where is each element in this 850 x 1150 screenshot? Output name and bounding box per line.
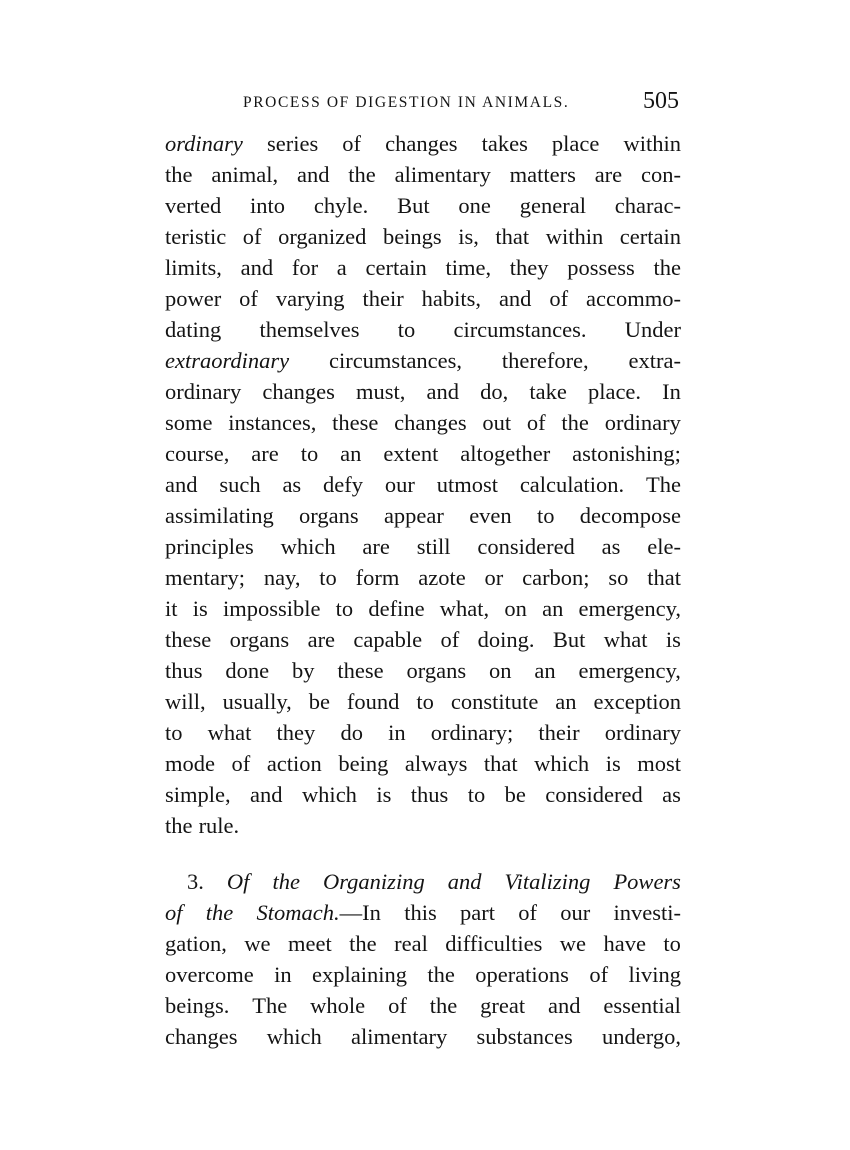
- word: habits,: [421, 286, 482, 311]
- word: is: [376, 782, 392, 807]
- word: 3.: [187, 869, 204, 894]
- word: overcome: [165, 962, 254, 987]
- word: form: [355, 565, 400, 590]
- word: and: [498, 286, 532, 311]
- word: the: [272, 869, 300, 894]
- word: the: [427, 962, 455, 987]
- word: even: [469, 503, 512, 528]
- word: such: [219, 472, 261, 497]
- word: the: [165, 162, 193, 187]
- word: what,: [439, 596, 490, 621]
- word: to: [397, 317, 416, 342]
- word: doing.: [477, 627, 535, 652]
- word: of: [239, 286, 258, 311]
- word: nay,: [263, 565, 301, 590]
- word: to: [416, 689, 434, 714]
- text-line: [165, 897, 681, 928]
- text-line: [165, 314, 681, 345]
- word: charac-: [614, 193, 681, 218]
- word: usually,: [222, 689, 292, 714]
- word: to: [663, 931, 681, 956]
- word: as: [601, 534, 621, 559]
- word: changes: [262, 379, 335, 404]
- word: utmost: [436, 472, 498, 497]
- word: must,: [355, 379, 406, 404]
- word: considered: [477, 534, 575, 559]
- word: great: [480, 993, 526, 1018]
- word: real: [394, 931, 428, 956]
- word: matters: [509, 162, 576, 187]
- word: these: [165, 627, 212, 652]
- word: certain: [365, 255, 427, 280]
- word: exception: [593, 689, 681, 714]
- word: are: [594, 162, 623, 187]
- word: carbon;: [522, 565, 590, 590]
- word: changes: [165, 1024, 238, 1049]
- word: considered: [545, 782, 643, 807]
- word: extent: [383, 441, 439, 466]
- word: what: [603, 627, 648, 652]
- word: the: [561, 410, 589, 435]
- word: on: [488, 658, 512, 683]
- word: most: [637, 751, 681, 776]
- word: the: [349, 931, 377, 956]
- word: gation,: [165, 931, 227, 956]
- word: is: [665, 627, 681, 652]
- word: whole: [310, 993, 366, 1018]
- word: into: [250, 193, 286, 218]
- text-line: [165, 500, 681, 531]
- word: place.: [587, 379, 642, 404]
- text-line: [165, 190, 681, 221]
- word: they: [276, 720, 316, 745]
- text-line: [165, 376, 681, 407]
- word: extra-: [628, 348, 681, 373]
- word: to: [300, 441, 319, 466]
- word: themselves: [259, 317, 360, 342]
- text-line: [165, 345, 681, 376]
- word: In: [662, 379, 681, 404]
- word: take: [529, 379, 567, 404]
- word: on: [504, 596, 527, 621]
- running-title: PROCESS OF DIGESTION IN ANIMALS.: [243, 94, 570, 111]
- text-line: [165, 159, 681, 190]
- word: which: [280, 534, 336, 559]
- word: astonishing;: [572, 441, 681, 466]
- word: assimilating: [165, 503, 274, 528]
- word: and: [296, 162, 330, 187]
- word: always: [404, 751, 468, 776]
- word: alimentary: [394, 162, 491, 187]
- word: changes: [385, 131, 458, 156]
- word: are: [362, 534, 390, 559]
- word: certain: [619, 224, 681, 249]
- text-line: [165, 866, 681, 897]
- word: azote: [418, 565, 466, 590]
- word: of: [342, 131, 362, 156]
- word: our: [384, 472, 415, 497]
- word: organized: [278, 224, 367, 249]
- word: an: [542, 596, 564, 621]
- word: and: [548, 993, 581, 1018]
- word: which: [301, 782, 357, 807]
- word: explaining: [311, 962, 407, 987]
- word: we: [559, 931, 587, 956]
- word: is: [605, 751, 621, 776]
- word: within: [545, 224, 604, 249]
- word: are: [307, 627, 336, 652]
- word: and: [250, 782, 283, 807]
- text-line: [165, 686, 681, 717]
- word: circumstances,: [328, 348, 463, 373]
- text-line: [165, 221, 681, 252]
- word: ordinary;: [430, 720, 514, 745]
- word: therefore,: [501, 348, 589, 373]
- word: investi-: [613, 900, 681, 925]
- text-line: [165, 1021, 681, 1052]
- word: con-: [640, 162, 681, 187]
- word: organs: [229, 627, 290, 652]
- word: ordinary: [165, 131, 243, 156]
- paragraph-1: [165, 128, 681, 841]
- word: by: [292, 658, 315, 683]
- text-line: [165, 655, 681, 686]
- text-line: [165, 990, 681, 1021]
- word: some: [165, 410, 213, 435]
- word: in: [388, 720, 406, 745]
- word: constitute: [450, 689, 539, 714]
- word: power: [165, 286, 222, 311]
- word: emergency,: [578, 658, 681, 683]
- word: that: [483, 751, 518, 776]
- paragraph-2: [165, 866, 681, 1052]
- word: in: [274, 962, 292, 987]
- word: to: [165, 720, 183, 745]
- word: have: [603, 931, 646, 956]
- word: takes: [481, 131, 528, 156]
- word: of: [388, 993, 407, 1018]
- text-line: [165, 928, 681, 959]
- word: one: [458, 193, 491, 218]
- word: defy: [323, 472, 364, 497]
- word: Organizing: [323, 869, 425, 894]
- word: their: [538, 720, 580, 745]
- word: the: [429, 993, 458, 1018]
- word: organs: [299, 503, 359, 528]
- word: operations: [475, 962, 569, 987]
- word: rule.: [198, 813, 240, 838]
- word: The: [645, 472, 681, 497]
- word: a: [336, 255, 347, 280]
- word: this: [404, 900, 437, 925]
- word: is,: [458, 224, 479, 249]
- word: Powers: [613, 869, 681, 894]
- text-line: [165, 779, 681, 810]
- word: varying: [275, 286, 345, 311]
- word: ordinary: [604, 720, 681, 745]
- word: and: [426, 379, 459, 404]
- word: an: [340, 441, 362, 466]
- text-line: [165, 469, 681, 500]
- word: altogether: [460, 441, 551, 466]
- word: are: [251, 441, 279, 466]
- word: which: [534, 751, 590, 776]
- word: as: [282, 472, 302, 497]
- word: that: [647, 565, 681, 590]
- word: thus: [165, 658, 203, 683]
- word: Of: [226, 869, 250, 894]
- word: circumstances.: [453, 317, 587, 342]
- word: we: [244, 931, 271, 956]
- word: it: [165, 596, 178, 621]
- word: they: [509, 255, 549, 280]
- text-line: [165, 407, 681, 438]
- word: of: [549, 286, 569, 311]
- text-line: [165, 252, 681, 283]
- word: still: [416, 534, 451, 559]
- word: done: [225, 658, 270, 683]
- word: of: [589, 962, 609, 987]
- text-line: [165, 128, 681, 159]
- word: which: [266, 1024, 322, 1049]
- word: verted: [165, 193, 222, 218]
- word: and: [447, 869, 482, 894]
- page-number: 505: [643, 88, 679, 114]
- word: to: [319, 565, 337, 590]
- word: ele-: [647, 534, 681, 559]
- word: possess: [567, 255, 635, 280]
- text-line: [165, 562, 681, 593]
- word: our: [560, 900, 591, 925]
- word: or: [484, 565, 504, 590]
- word: these: [332, 410, 379, 435]
- word: decompose: [579, 503, 681, 528]
- word: do: [340, 720, 363, 745]
- word: place: [551, 131, 600, 156]
- word: an: [534, 658, 556, 683]
- word: Under: [624, 317, 681, 342]
- word: of: [518, 900, 537, 925]
- word: of: [242, 224, 262, 249]
- text-line: [165, 624, 681, 655]
- word: their: [362, 286, 404, 311]
- word: of: [440, 627, 460, 652]
- word: capable: [353, 627, 423, 652]
- word: be: [504, 782, 526, 807]
- word: that: [495, 224, 530, 249]
- word: of: [231, 751, 251, 776]
- word: principles: [165, 534, 254, 559]
- running-head: [165, 88, 681, 120]
- word: mode: [165, 751, 215, 776]
- word: changes: [394, 410, 467, 435]
- word: But: [552, 627, 586, 652]
- word: The: [252, 993, 288, 1018]
- word: out: [482, 410, 512, 435]
- word: of: [165, 900, 183, 925]
- text-line: [165, 748, 681, 779]
- word: the: [205, 900, 234, 925]
- word: organs: [406, 658, 467, 683]
- word: time,: [445, 255, 492, 280]
- word: instances,: [228, 410, 317, 435]
- word: emergency,: [578, 596, 681, 621]
- word: limits,: [165, 255, 222, 280]
- word: mentary;: [165, 565, 245, 590]
- word: appear: [383, 503, 444, 528]
- word: teristic: [165, 224, 227, 249]
- text-line: [165, 959, 681, 990]
- word: so: [608, 565, 629, 590]
- word: the: [653, 255, 681, 280]
- word: being: [338, 751, 389, 776]
- word: chyle.: [313, 193, 369, 218]
- word: calculation.: [519, 472, 625, 497]
- word: within: [623, 131, 681, 156]
- word: impossible: [222, 596, 321, 621]
- word: do,: [480, 379, 509, 404]
- text-line: [165, 717, 681, 748]
- text-line: [165, 438, 681, 469]
- word: course,: [165, 441, 230, 466]
- word: But: [397, 193, 430, 218]
- word: essential: [603, 993, 681, 1018]
- word: animal,: [211, 162, 279, 187]
- word: alimentary: [351, 1024, 448, 1049]
- text-line: [165, 593, 681, 624]
- word: define: [368, 596, 425, 621]
- word: beings: [382, 224, 442, 249]
- word: thus: [410, 782, 449, 807]
- word: simple,: [165, 782, 231, 807]
- word: part: [459, 900, 495, 925]
- word: an: [555, 689, 577, 714]
- text-line: [165, 531, 681, 562]
- word: ordinary: [604, 410, 681, 435]
- word: and: [165, 472, 198, 497]
- word: as: [662, 782, 681, 807]
- word: the: [348, 162, 376, 187]
- text-line: [165, 283, 681, 314]
- word: meet: [288, 931, 332, 956]
- word: beings.: [165, 993, 230, 1018]
- word: undergo,: [602, 1024, 681, 1049]
- word: to: [467, 782, 486, 807]
- word: Vitalizing: [504, 869, 591, 894]
- word: Stomach.—In: [256, 900, 381, 925]
- word: found: [346, 689, 400, 714]
- word: and: [240, 255, 274, 280]
- word: dating: [165, 317, 222, 342]
- word: be: [308, 689, 330, 714]
- word: extraordinary: [165, 348, 290, 373]
- word: for: [291, 255, 319, 280]
- word: what: [207, 720, 252, 745]
- word: action: [266, 751, 322, 776]
- word: the: [165, 813, 193, 838]
- word: living: [628, 962, 681, 987]
- word: is: [192, 596, 208, 621]
- word: accommo-: [586, 286, 681, 311]
- word: to: [536, 503, 555, 528]
- word: to: [335, 596, 354, 621]
- word: substances: [476, 1024, 573, 1049]
- word: will,: [165, 689, 206, 714]
- text-line: [165, 810, 681, 841]
- word: general: [519, 193, 586, 218]
- word: ordinary: [165, 379, 242, 404]
- word: difficulties: [445, 931, 543, 956]
- word: of: [526, 410, 546, 435]
- word: these: [337, 658, 384, 683]
- word: series: [266, 131, 319, 156]
